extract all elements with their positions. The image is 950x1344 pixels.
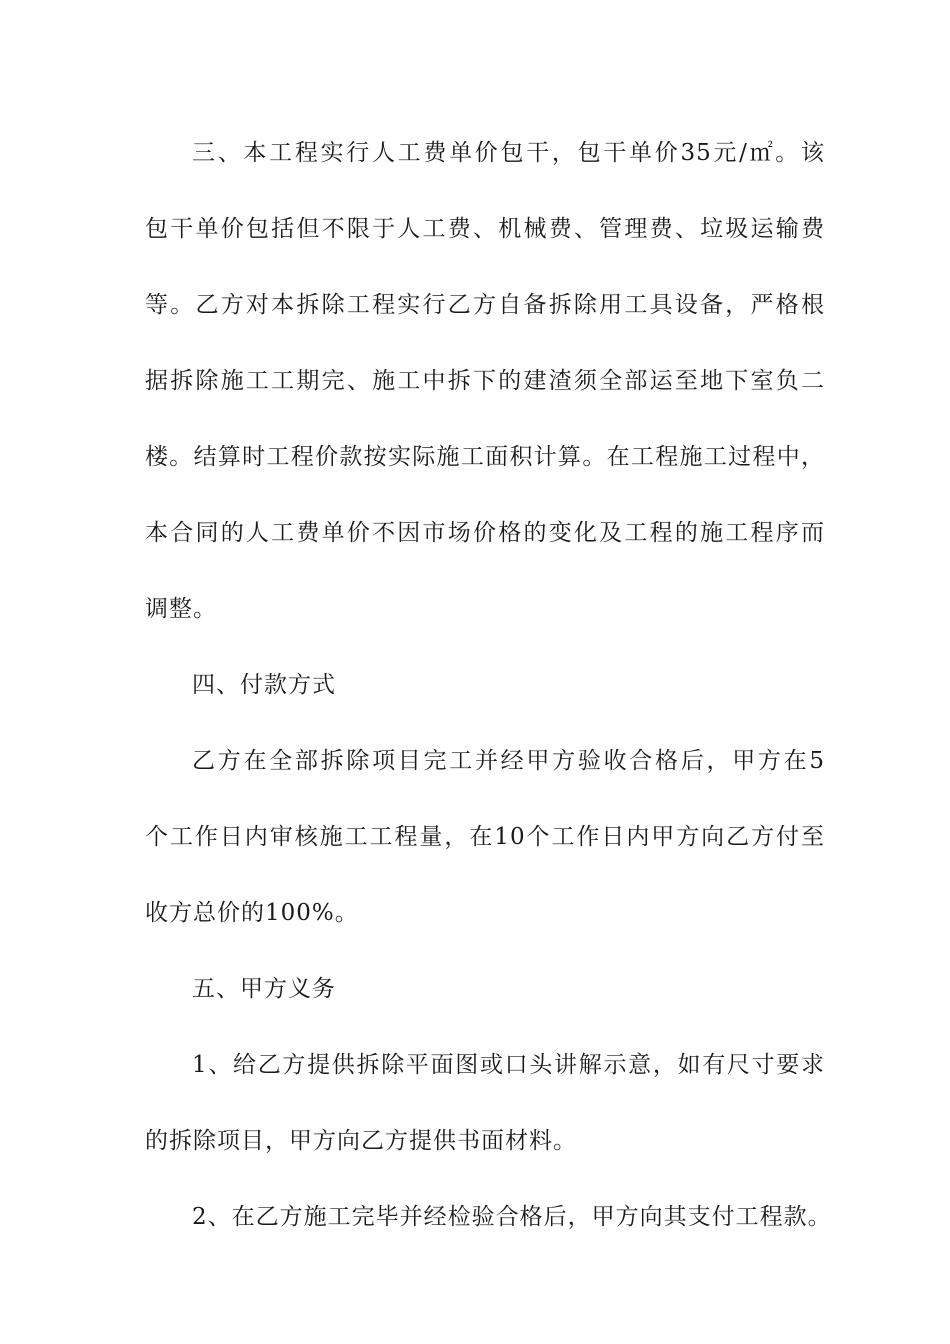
paragraph-line: 楼。结算时工程价款按实际施工面积计算。在工程施工过程中， <box>145 444 825 470</box>
section-heading-payment: 四、付款方式 <box>192 672 336 698</box>
paragraph-line: 的拆除项目，甲方向乙方提供书面材料。 <box>145 1128 577 1154</box>
paragraph-line: 据拆除施工工期完、施工中拆下的建渣须全部运至地下室负二 <box>145 368 825 394</box>
paragraph-line: 包干单价包括但不限于人工费、机械费、管理费、垃圾运输费 <box>145 216 825 242</box>
paragraph-line: 三、本工程实行人工费单价包干，包干单价35元/㎡。该 <box>192 140 825 166</box>
section-heading-party-a-obligations: 五、甲方义务 <box>192 976 336 1002</box>
paragraph-line: 2、在乙方施工完毕并经检验合格后，甲方向其支付工程款。 <box>192 1204 832 1230</box>
paragraph-line: 等。乙方对本拆除工程实行乙方自备拆除用工具设备，严格根 <box>145 292 825 318</box>
paragraph-line: 个工作日内审核施工工程量，在10个工作日内甲方向乙方付至 <box>145 824 825 850</box>
paragraph-line: 收方总价的100%。 <box>145 900 359 926</box>
paragraph-line: 调整。 <box>145 596 217 622</box>
paragraph-line: 本合同的人工费单价不因市场价格的变化及工程的施工程序而 <box>145 520 825 546</box>
paragraph-line: 乙方在全部拆除项目完工并经甲方验收合格后，甲方在5 <box>192 748 825 774</box>
paragraph-line: 1、给乙方提供拆除平面图或口头讲解示意，如有尺寸要求 <box>192 1052 825 1078</box>
document-body <box>145 128 832 1268</box>
